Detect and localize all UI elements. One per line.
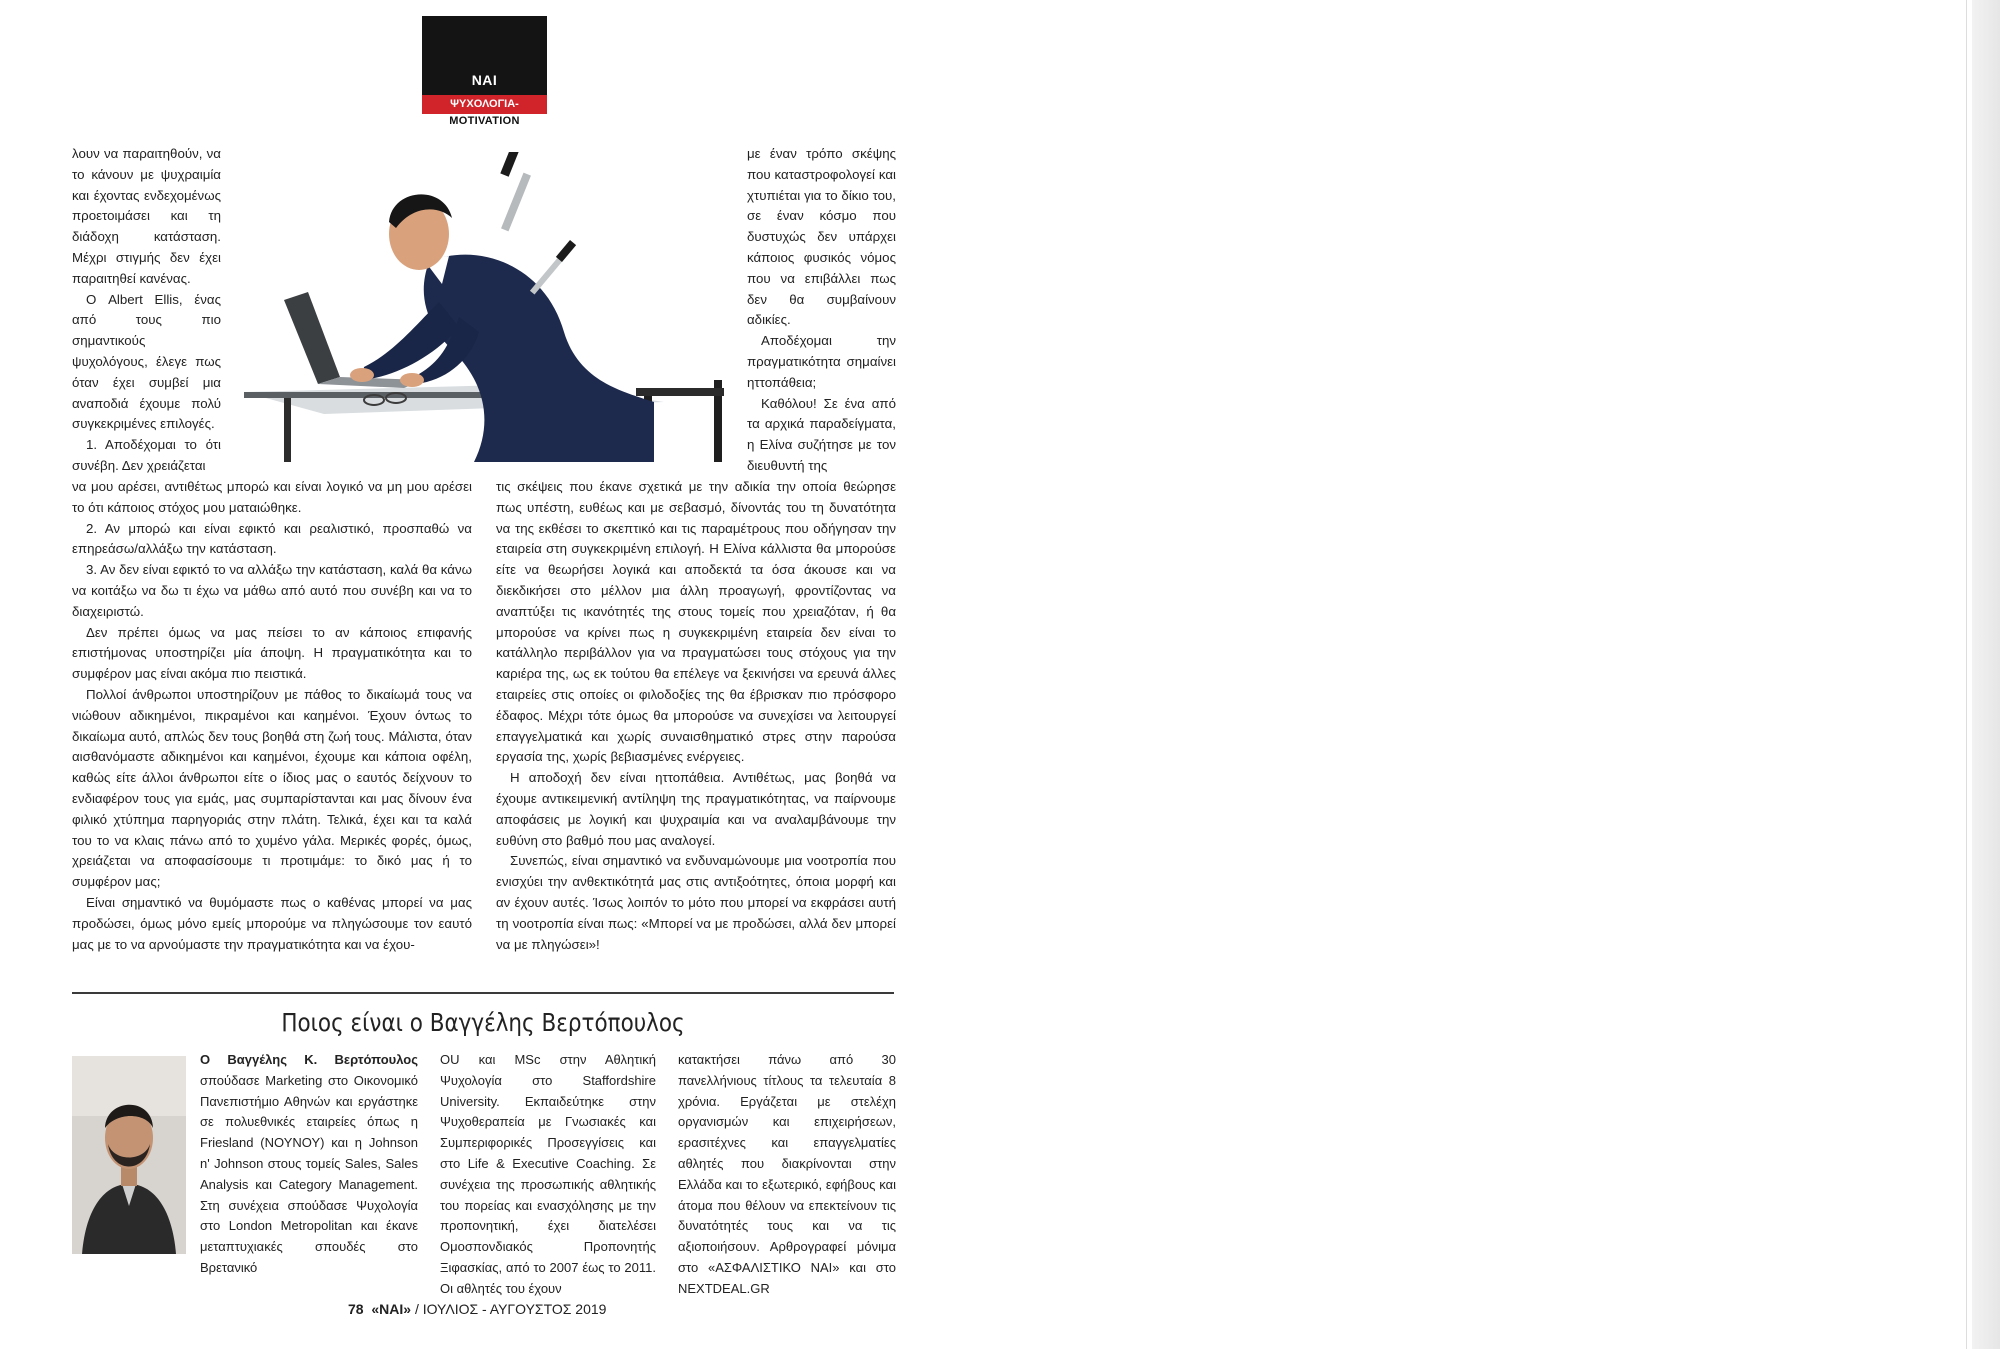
bio-heading: Ποιος είναι ο Βαγγέλης Βερτόπουλος [281, 1008, 685, 1037]
bio-column-2 [440, 1050, 656, 1300]
issue-date: / ΙΟΥΛΙΟΣ - ΑΥΓΟΥΣΤΟΣ 2019 [414, 1301, 607, 1317]
article-paragraph: 1. Αποδέχομαι το ότι συνέβη. Δεν χρειάζεται [72, 437, 221, 473]
article-paragraph: 2. Αν μπορώ και είναι εφικτό και ρεαλιστικό, προσπαθώ να επηρεάσω/αλλάξω την κατάσταση. [72, 520, 472, 557]
bio-text: κατακτήσει πάνω από 30 πανελλήνιους τίτλους τα τελευταία 8 χρόνια. Εργάζεται με στελέχη οργανισμών και επιχειρήσεων, ερασιτέχνες και επαγγελματίες αθλητές που διακρίνονται στην Ελλάδα και το εξωτερικό, εφήβους και άτομα που θέλουν να επεκτείνουν τις δυνατότητές τους και να τις αξιοποιήσουν. Αρθρογραφεί μόνιμα στο «ΑΣΦΑΛΙΣΤΙΚΟ ΝΑΙ» και στο NEXTDEAL.GR [678, 1052, 896, 1296]
magazine-name: «ΝΑΙ» [371, 1301, 412, 1317]
page-fold-line [1966, 0, 1967, 1349]
article-left-top-column [72, 144, 221, 477]
section-tag [422, 16, 547, 130]
section-tag-category: ΨΥΧΟΛΟΓΙΑ- [422, 95, 547, 114]
page-number: 78 [348, 1301, 364, 1317]
bio-column-1 [200, 1050, 418, 1279]
article-paragraph: με έναν τρόπο σκέψης που καταστροφολογεί και χτυπιέται για το δίκιο του, σε έναν κόσμο που δυστυχώς δεν υπάρχει κάποιος φυσικός νόμος που να επιβάλλει πως δεν θα συμβαίνουν αδικίες. [747, 146, 896, 328]
section-tag-title: NAI [471, 72, 498, 88]
bio-column-3 [678, 1050, 896, 1300]
section-tag-subcategory: MOTIVATION [449, 115, 520, 127]
article-photo [244, 152, 724, 462]
article-paragraph: τις σκέψεις που έκανε σχετικά με την αδικία την οποία θεώρησε πως υπέστη, ευθέως και με σεβασμό, δίνοντάς του τη δυνατότητα να της εκθέσει το σκεπτικό και τις παραμέτρους που οδήγησαν την εταιρεία στη συγκεκριμένη επιλογή. Η Ελίνα κάλλιστα θα μπορούσε είτε να θεωρήσει λογικά και αποδεκτά τα όσα άκουσε και να διεκδικήσει στο μέλλον μια άλλη προαγωγή, φροντίζοντας να αναπτύξει τις ικανότητές της στους τομείς που χρειαζόταν, ή θα μπορούσε να κρίνει πως η συγκεκριμένη εταιρεία δεν είναι το κατάλληλο περιβάλλον για να πραγματώσει τους στόχους για την καριέρα της, ως εκ τούτου θα επέλεγε να ξεκινήσει να ερευνά άλλες εταιρείες στις οποίες οι φιλοδοξίες της θα έβρισκαν πιο πρόσφορο έδαφος. Μέχρι τότε όμως θα μπορούσε να συνεχίσει να λειτουργεί επαγγελματικά και χωρίς συναισθηματικό στρες στην παρούσα εργασία της, χωρίς βεβιασμένες ενέργειες. [496, 479, 896, 765]
bio-text: σπούδασε Marketing στο Οικονομικό Πανεπιστήμιο Αθηνών και εργάστηκε σε πολυεθνικές εταιρείες όπως η Friesland (ΝΟΥΝΟΥ) και η Johnson n' Johnson στους τομείς Sales, Sales Analysis και Category Management. Στη συνέχεια σπούδασε Ψυχολογία στο London Metropolitan και έκανε μεταπτυχιακές σπουδές στο Βρετανικό [200, 1072, 418, 1275]
article-paragraph: Αποδέχομαι την πραγματικότητα σημαίνει ηττοπάθεια; [747, 333, 896, 390]
article-paragraph: Καθόλου! Σε ένα από τα αρχικά παραδείγματα, η Ελίνα συζήτησε με τον διευθυντή της [747, 395, 896, 473]
author-photo [72, 1056, 186, 1254]
article-left-column [72, 477, 472, 955]
article-paragraph: Συνεπώς, είναι σημαντικό να ενδυναμώνουμε μια νοοτροπία που ενισχύει την ανθεκτικότητά μας στις αντιξοότητες, όποια μορφή και αν έχουν αυτές. Ίσως λοιπόν το μότο που μπορεί να εκφράσει αυτή τη νοοτροπία είναι πως: «Μπορεί να με προδώσει, αλλά δεν μπορεί να με πληγώσει»! [496, 853, 896, 952]
article-right-column [496, 477, 896, 955]
article-paragraph: 3. Αν δεν είναι εφικτό το να αλλάξω την κατάσταση, καλά θα κάνω να κοιτάξω να δω τι έχω να μάθω από αυτό που συνέβη και να το διαχειριστώ. [72, 562, 472, 619]
author-portrait [72, 1056, 186, 1254]
author-name: Ο Βαγγέλης Κ. Βερτόπουλος [200, 1052, 418, 1067]
page-footer [348, 1301, 606, 1317]
article-paragraph: λουν να παραιτηθούν, να το κάνουν με ψυχραιμία και έχοντας ενδεχομένως προετοιμάσει και τη διάδοχη κατάσταση. Μέχρι στιγμής δεν έχει παραιτηθεί κανένας. [72, 146, 221, 286]
article-paragraph: Πολλοί άνθρωποι υποστηρίζουν με πάθος το δικαίωμά τους να νιώθουν αδικημένοι, πικραμένοι και καημένοι. Έχουν όντως το δικαίωμα αυτό, απλώς δεν τους βοηθά στη ζωή τους. Μάλιστα, όταν αισθανόμαστε αδικημένοι και καημένοι, έχουμε και κάποια οφέλη, καθώς είτε άλλοι άνθρωποι είτε ο ίδιος μας ο εαυτός δείχνουν το ενδιαφέρον τους για εμάς, μας συμπαρίστανται και μας δίνουν ένα φιλικό χτύπημα παρηγοριάς στην πλάτη. Τελικά, έχει και τα καλά του το να κλαις πάνω από το χυμένο γάλα. Μερικές φορές, όμως, χρειάζεται να αποφασίσουμε τι προτιμάμε: το δικό μας ή το συμφέρον μας; [72, 686, 472, 890]
section-divider [72, 992, 894, 994]
article-paragraph: Η αποδοχή δεν είναι ηττοπάθεια. Αντιθέτως, μας βοηθά να έχουμε αντικειμενική αντίληψη της πραγματικότητας, να παίρνουμε αποφάσεις με λογική και ψυχραιμία και να αναλαμβάνουμε την ευθύνη στο βαθμό που μας αναλογεί. [496, 770, 896, 848]
businessman-laptop-illustration [244, 152, 724, 462]
article-paragraph: Είναι σημαντικό να θυμόμαστε πως ο καθένας μπορεί να μας προδώσει, όμως μόνο εμείς μπορούμε να πληγώσουμε τον εαυτό μας με το να αρνούμαστε την πραγματικότητα και να έχου- [72, 894, 472, 952]
page-edge-shadow [1972, 0, 2000, 1349]
bio-text: OU και MSc στην Αθλητική Ψυχολογία στο Staffordshire University. Εκπαιδεύτηκε στην Ψυχοθεραπεία με Γνωσιακές και Συμπεριφορικές Προσεγγίσεις και στο Life & Executive Coaching. Σε συνέχεια της προσωπικής αθλητικής του πορείας και ενασχόλησης με την προπονητική, έχει διατελέσει Ομοσπονδιακός Προπονητής Ξιφασκίας, από το 2007 έως το 2011. Οι αθλητές του έχουν [440, 1052, 656, 1296]
article-paragraph: Ο Albert Ellis, ένας από τους πιο σημαντικούς ψυχολόγους, έλεγε πως όταν έχει συμβεί μια αναποδιά έχουμε πολύ συγκεκριμένες επιλογές. [72, 291, 221, 432]
article-paragraph: να μου αρέσει, αντιθέτως μπορώ και είναι λογικό να μη μου αρέσει το ότι κάποιος στόχος μου ματαιώθηκε. [72, 479, 472, 515]
article-paragraph: Δεν πρέπει όμως να μας πείσει το αν κάποιος επιφανής επιστήμονας υποστηρίζει μία άποψη. Η πραγματικότητα και το συμφέρον μας είναι ακόμα πιο πειστικά. [72, 624, 472, 682]
article-right-top-column [747, 144, 896, 477]
